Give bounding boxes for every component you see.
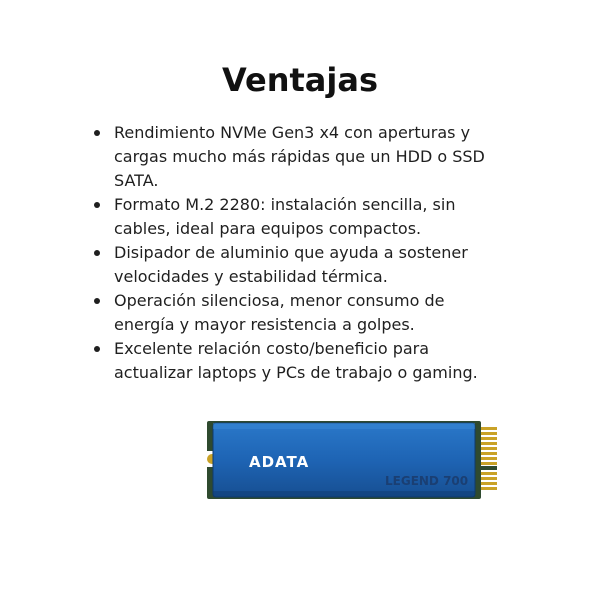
list-item	[90, 193, 510, 241]
bullet-icon	[94, 202, 100, 208]
benefit-text: Operación silenciosa, menor consumo de energía y mayor resistencia a golpes.	[114, 291, 445, 334]
model-label: LEGEND 700	[385, 474, 469, 488]
benefits-list	[90, 121, 510, 385]
ssd-product-image	[207, 419, 497, 501]
benefit-text: Excelente relación costo/beneficio para actualizar laptops y PCs de trabajo o gaming.	[114, 339, 478, 382]
bullet-icon	[94, 346, 100, 352]
benefit-text: Rendimiento NVMe Gen3 x4 con aperturas y cargas mucho más rápidas que un HDD o SSD SATA.	[114, 123, 485, 190]
benefit-text: Formato M.2 2280: instalación sencilla, sin cables, ideal para equipos compactos.	[114, 195, 456, 238]
bullet-icon	[94, 250, 100, 256]
bullet-icon	[94, 130, 100, 136]
bullet-icon	[94, 298, 100, 304]
page-title: Ventajas	[222, 61, 378, 99]
list-item	[90, 337, 510, 385]
brand-logo: ADATA	[249, 453, 310, 471]
list-item	[90, 289, 510, 337]
benefit-text: Disipador de aluminio que ayuda a sostener velocidades y estabilidad térmica.	[114, 243, 468, 286]
list-item	[90, 241, 510, 289]
gold-connector	[481, 427, 497, 490]
list-item	[90, 121, 510, 193]
